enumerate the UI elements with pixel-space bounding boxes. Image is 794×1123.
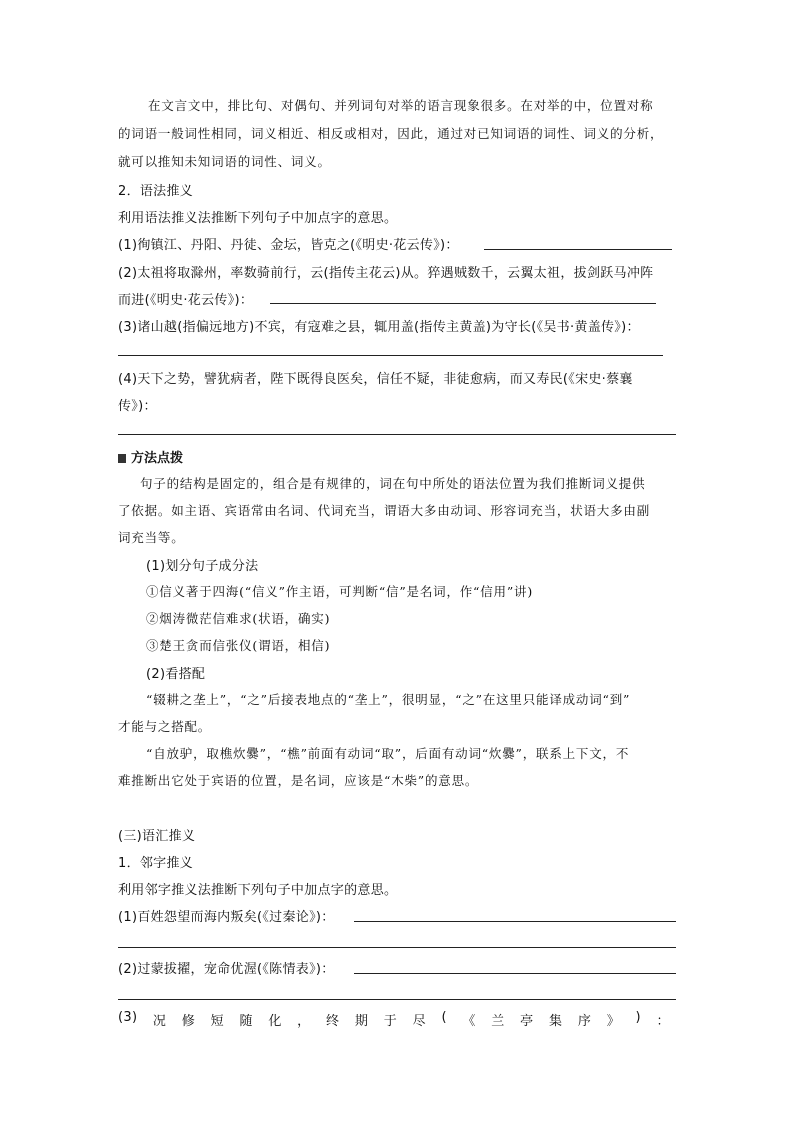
question-3-3-glyph: 况 (152, 1014, 167, 1029)
question-3-3-glyph: 于 (383, 1014, 398, 1029)
method-example-1: ①信义著于四海(“信义”作主语，可判断“信”是名词，作“信用”讲) (146, 584, 533, 599)
method-p3-line-2: 难推断出它处于宾语的位置，是名词，应该是“木柴”的意思。 (118, 773, 479, 788)
question-3-3-glyph: ) (635, 1010, 641, 1025)
answer-blank[interactable] (118, 947, 676, 948)
method-example-2: ②烟涛微茫信难求(状语，确实) (146, 611, 331, 626)
question-3-3-glyph: 亭 (520, 1014, 534, 1029)
method-example-3: ③楚王贪而信张仪(谓语，相信) (146, 638, 331, 653)
question-3-3-glyph: ： (656, 1014, 670, 1029)
question-3-3-glyph: (3) (118, 1010, 138, 1025)
answer-blank[interactable] (118, 999, 676, 1000)
intro-line-1: 在文言文中，排比句、对偶句、并列词句对举的语言现象很多。在对举的中，位置对称 (148, 98, 654, 113)
question-3-3-glyph: 化 (268, 1014, 282, 1029)
question-3-3-glyph: 》 (606, 1014, 620, 1029)
answer-blank[interactable] (270, 303, 656, 304)
question-2-2-line-1: (2)太祖将取滁州，率数骑前行，云(指传主花云)从。猝遇贼数千，云翼太祖，拔剑跃马冲阵 (118, 266, 654, 281)
question-2-4-line-2: 传》)： (118, 399, 157, 414)
method-p2-line-1: “辍耕之垄上”，“之”后接表地点的“垄上”，很明显，“之”在这里只能译成动词“到” (146, 692, 631, 707)
method-sub-1: (1)划分句子成分法 (146, 559, 259, 574)
method-sub-2: (2)看搭配 (146, 667, 206, 682)
question-2-2-line-2: 而进(《明史·花云传》)： (118, 293, 254, 308)
question-2-1 (118, 234, 459, 253)
answer-blank[interactable] (118, 434, 676, 435)
question-2-3: (3)诸山越(指偏远地方)不宾，有寇难之县，辄用盖(指传主黄盖)为守长(《吴书·黄盖传》)： (118, 320, 640, 335)
question-3-1: (1)百姓怨望而海内叛矣(《过秦论》)： (118, 910, 335, 925)
question-2-4-line-1: (4)天下之势，譬犹病者，陛下既得良医矣，信任不疑，非徒愈病，而又寿民(《宋史·蔡襄 (118, 372, 633, 387)
question-3-3-glyph: 修 (181, 1014, 196, 1029)
question-3-3-glyph: 终 (326, 1014, 340, 1029)
question-3-3 (118, 1010, 670, 1029)
section-instruction-grammar: 利用语法推义法推断下列句子中加点字的意思。 (118, 211, 398, 226)
method-heading (118, 447, 183, 466)
heading-marker-icon (118, 454, 126, 463)
question-3-3-glyph: 短 (210, 1014, 224, 1029)
answer-blank[interactable] (118, 355, 663, 356)
question-3-3-glyph: ( (441, 1010, 447, 1025)
question-3-2: (2)过蒙拔擢，宠命优渥(《陈情表》)： (118, 962, 335, 977)
answer-blank[interactable] (484, 249, 672, 250)
method-p2-line-2: 才能与之搭配。 (118, 719, 212, 734)
question-3-3-glyph: 尽 (412, 1014, 426, 1029)
method-p1-line-3: 词充当等。 (118, 530, 185, 545)
question-text: (1)徇镇江、丹阳、丹徒、金坛，皆克之(《明史·花云传》)： (118, 238, 459, 253)
question-3-3-glyph: 《 (462, 1014, 476, 1029)
section-title-grammar: 2．语法推义 (118, 184, 194, 199)
intro-line-3: 就可以推知未知词语的词性、词义。 (118, 154, 331, 169)
section-title-vocabulary: (三)语汇推义 (118, 829, 196, 844)
question-3-3-glyph: 随 (239, 1014, 253, 1029)
question-3-3-glyph: ， (297, 1014, 311, 1029)
subsection-title-adjacent: 1．邻字推义 (118, 856, 194, 871)
method-p3-line-1: “自放驴，取樵炊爨”，“樵”前面有动词“取”，后面有动词“炊爨”，联系上下文，不 (146, 746, 630, 761)
section-instruction-adjacent: 利用邻字推义法推断下列句子中加点字的意思。 (118, 883, 398, 898)
method-p1-line-1: 句子的结构是固定的，组合是有规律的，词在句中所处的语法位置为我们推断词义提供 (140, 476, 646, 491)
question-3-3-glyph: 集 (548, 1014, 563, 1029)
answer-blank[interactable] (354, 973, 676, 974)
method-p1-line-2: 了依据。如主语、宾语常由名词、代词充当，谓语大多由动词、形容词充当，状语大多由副 (118, 503, 651, 518)
question-3-3-glyph: 序 (577, 1014, 592, 1029)
question-3-3-glyph: 期 (354, 1014, 369, 1029)
method-heading-label: 方法点拨 (131, 451, 184, 466)
intro-line-2: 的词语一般词性相同，词义相近、相反或相对，因此，通过对已知词语的词性、词义的分析， (118, 126, 664, 141)
question-3-3-glyph: 兰 (491, 1014, 505, 1029)
answer-blank[interactable] (354, 921, 676, 922)
